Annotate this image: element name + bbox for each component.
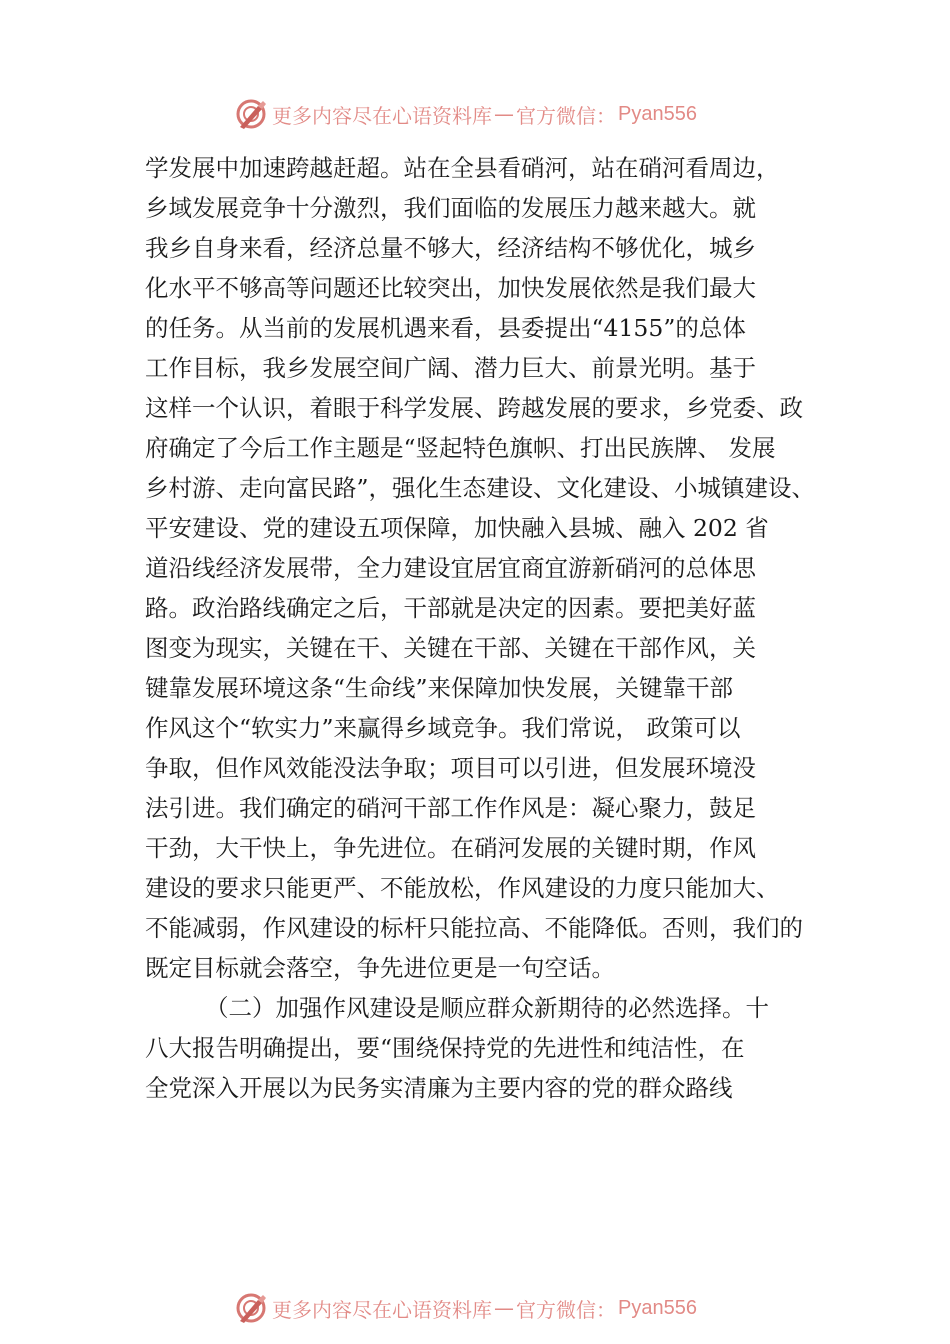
text-line: 八大报告明确提出，要“围绕保持党的先进性和纯洁性，在 [145,1034,745,1062]
watermark-dash: — [494,102,514,126]
footer-watermark [234,1290,697,1326]
text-line: 既定目标就会落空，争先进位更是一句空话。 [145,954,615,982]
watermark-brand-text: 更多内容尽在心语资料库 [272,1297,492,1322]
document-body [145,148,845,1108]
text-line: 键靠发展环境这条“生命线”来保障加快发展，关键靠干部 [145,674,734,702]
pen-logo-icon [234,97,268,131]
text-line: 学发展中加速跨越赶超。站在全县看硝河，站在硝河看周边， [145,154,780,182]
watermark-label: 官方微信： [516,103,616,128]
text-line: 化水平不够高等问题还比较突出，加快发展依然是我们最大 [145,274,756,302]
text-line: 府确定了今后工作主题是“竖起特色旗帜、打出民族牌、 发展 [145,434,776,462]
text-line: 全党深入开展以为民务实清廉为主要内容的党的群众路线 [145,1074,733,1102]
text-line: 干劲，大干快上，争先进位。在硝河发展的关键时期，作风 [145,834,756,862]
text-line: 工作目标，我乡发展空间广阔、潜力巨大、前景光明。基于 [145,354,756,382]
text-line: 平安建设、党的建设五项保障，加快融入县城、融入 202 省 [145,514,769,542]
text-line: 乡村游、走向富民路”，强化生态建设、文化建设、小城镇建设、 [145,474,816,502]
watermark-dash: — [494,1296,514,1320]
watermark-label: 官方微信： [516,1297,616,1322]
text-line: 不能减弱，作风建设的标杆只能拉高、不能降低。否则，我们的 [145,914,803,942]
header-watermark [234,96,697,132]
text-line: 法引进。我们确定的硝河干部工作作风是：凝心聚力，鼓足 [145,794,756,822]
watermark-brand-text: 更多内容尽在心语资料库 [272,103,492,128]
text-line: 乡域发展竞争十分激烈，我们面临的发展压力越来越大。就 [145,194,756,222]
text-line: 争取，但作风效能没法争取；项目可以引进，但发展环境没 [145,754,756,782]
watermark-wechat-id: Pyan556 [618,102,697,125]
text-line: 我乡自身来看，经济总量不够大，经济结构不够优化，城乡 [145,234,756,262]
section-heading-line: （二）加强作风建设是顺应群众新期待的必然选择。十 [205,994,769,1022]
text-line: 这样一个认识，着眼于科学发展、跨越发展的要求，乡党委、政 [145,394,803,422]
text-line: 图变为现实，关键在干、关键在干部、关键在干部作风，关 [145,634,756,662]
text-line: 的任务。从当前的发展机遇来看，县委提出“4155”的总体 [145,314,746,342]
text-line: 建设的要求只能更严、不能放松，作风建设的力度只能加大、 [145,874,780,902]
text-line: 路。政治路线确定之后，干部就是决定的因素。要把美好蓝 [145,594,756,622]
pen-logo-icon [234,1291,268,1325]
watermark-wechat-id: Pyan556 [618,1296,697,1319]
text-line: 道沿线经济发展带，全力建设宜居宜商宜游新硝河的总体思 [145,554,756,582]
text-line: 作风这个“软实力”来赢得乡域竞争。我们常说， 政策可以 [145,714,741,742]
